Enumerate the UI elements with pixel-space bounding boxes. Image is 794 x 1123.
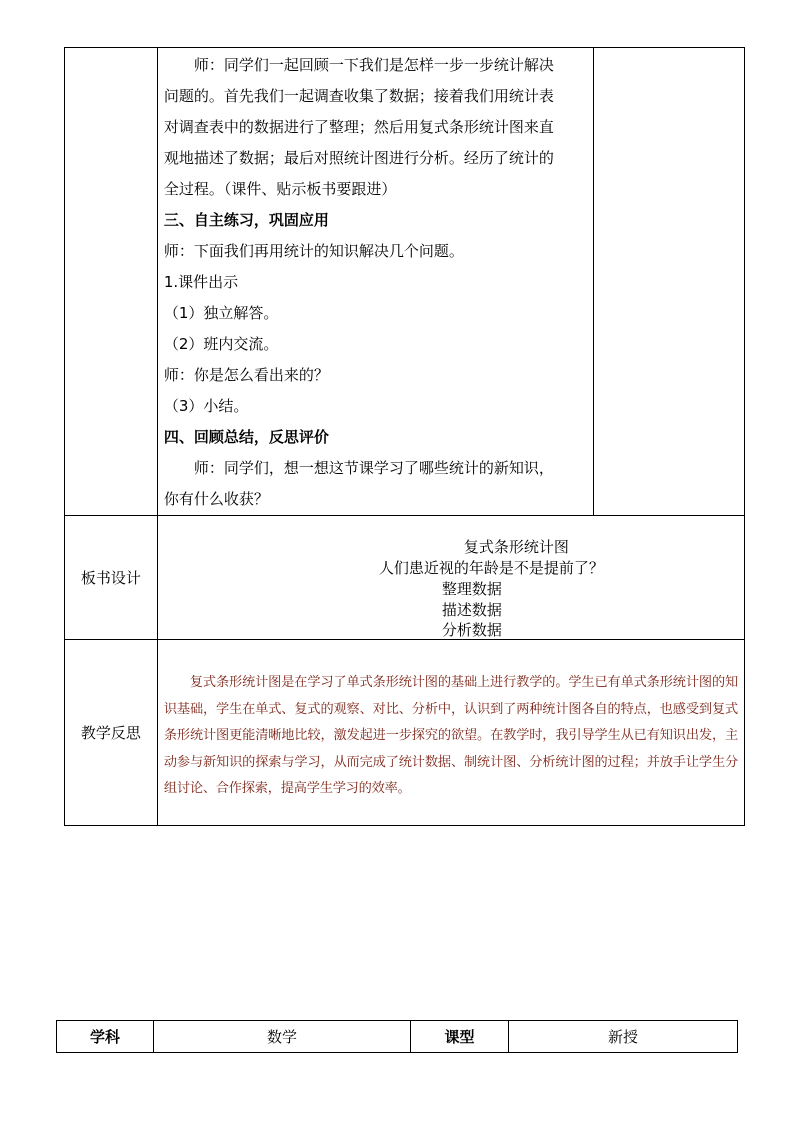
process-line: 观地描述了数据；最后对照统计图进行分析。经历了统计的 bbox=[163, 149, 554, 167]
section-heading: 四、回顾总结，反思评价 bbox=[163, 428, 329, 446]
process-line: 师：你是怎么看出来的？ bbox=[163, 366, 329, 384]
process-line: 对调查表中的数据进行了整理；然后用复式条形统计图来直 bbox=[163, 118, 554, 136]
process-line: 师：下面我们再用统计的知识解决几个问题。 bbox=[163, 242, 464, 260]
process-line: （2）班内交流。 bbox=[163, 335, 279, 353]
process-notes-cell bbox=[594, 48, 745, 516]
reflection-text: 复式条形统计图是在学习了单式条形统计图的基础上进行教学的。学生已有单式条形统计图的知识基础，学生在单式、复式的观察、对比、分析中，认识到了两种统计图各自的特点，也感受到复式条形统计图更能清晰地比较，激发起进一步探究的欲望。在教学时，我引导学生从已有知识出发，主动参与新知识的探索与学习，从而完成了统计数据、制统计图、分析统计图的过程；并放手让学生分组讨论、合作探索，提高学生学习的效率。 bbox=[163, 675, 738, 796]
board-design-content bbox=[157, 516, 744, 640]
board-step: 分析数据 bbox=[441, 621, 502, 639]
board-design-row bbox=[65, 516, 745, 640]
lesson-type-label: 课型 bbox=[411, 1021, 509, 1053]
process-line: （3）小结。 bbox=[163, 397, 249, 415]
reflection-label: 教学反思 bbox=[65, 640, 158, 826]
board-title: 复式条形统计图 bbox=[463, 538, 569, 556]
teaching-process-row bbox=[65, 48, 745, 516]
process-line: 1.课件出示 bbox=[163, 273, 239, 291]
process-line: 你有什么收获？ bbox=[163, 490, 269, 508]
process-label-cell bbox=[65, 48, 158, 516]
reflection-content bbox=[157, 640, 744, 826]
lesson-plan-table bbox=[64, 47, 745, 826]
process-content-cell bbox=[157, 48, 593, 516]
process-line: （1）独立解答。 bbox=[163, 304, 279, 322]
process-line: 全过程。（课件、贴示板书要跟进） bbox=[163, 180, 397, 198]
board-design-label: 板书设计 bbox=[65, 516, 158, 640]
lesson-info-row bbox=[57, 1021, 738, 1053]
lesson-type-value: 新授 bbox=[509, 1021, 738, 1053]
board-question: 人们患近视的年龄是不是提前了？ bbox=[378, 559, 604, 577]
process-line: 问题的。首先我们一起调查收集了数据；接着我们用统计表 bbox=[163, 87, 554, 105]
subject-value: 数学 bbox=[154, 1021, 411, 1053]
board-step: 描述数据 bbox=[441, 601, 502, 619]
reflection-row bbox=[65, 640, 745, 826]
lesson-info-table bbox=[56, 1020, 738, 1053]
board-step: 整理数据 bbox=[441, 580, 502, 598]
section-heading: 三、自主练习，巩固应用 bbox=[163, 211, 329, 229]
process-line: 师：同学们，想一想这节课学习了哪些统计的新知识， bbox=[193, 459, 554, 477]
subject-label: 学科 bbox=[57, 1021, 154, 1053]
process-line: 师：同学们一起回顾一下我们是怎样一步一步统计解决 bbox=[193, 56, 554, 74]
